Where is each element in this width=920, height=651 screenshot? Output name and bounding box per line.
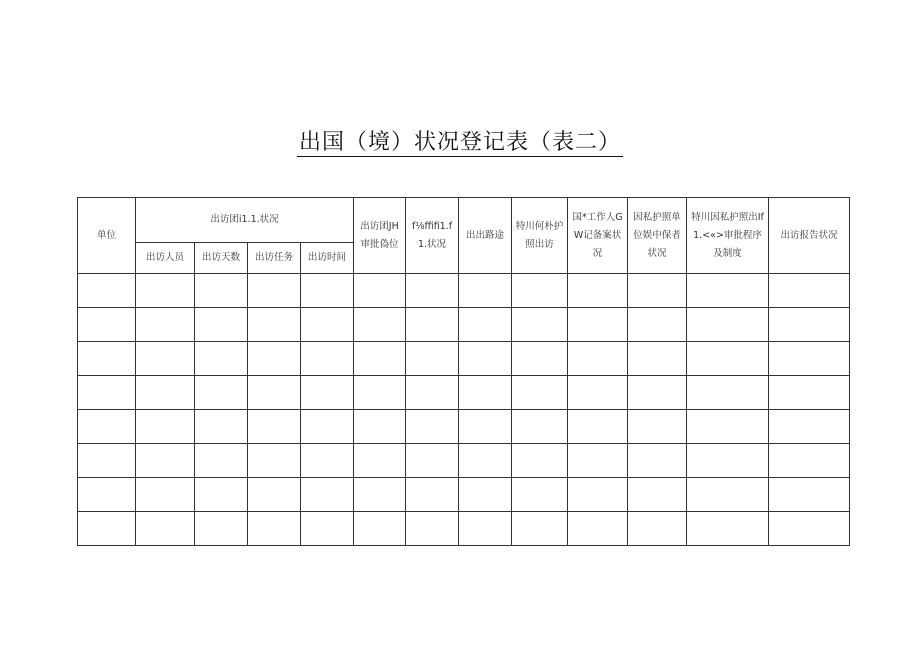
table-cell [568,376,628,410]
table-cell [406,444,459,478]
table-cell [628,410,687,444]
table-cell [687,376,769,410]
table-cell [459,410,512,444]
table-cell [195,274,248,308]
table-cell [512,444,568,478]
header-passport-use: 特川何朴护照出访 [512,198,568,274]
table-cell [136,478,195,512]
header-approval-procedure: 特川因私护照出If1.<«>审批程序及制度 [687,198,769,274]
table-cell [301,342,354,376]
table-cell [354,376,406,410]
table-row [78,376,850,410]
table-cell [512,512,568,546]
table-cell [406,410,459,444]
table-cell [628,512,687,546]
header-private-passport-custody: 因私护照单位娱中保者状况 [628,198,687,274]
header-row [78,198,850,243]
table-row [78,308,850,342]
table-row [78,512,850,546]
table-cell [687,444,769,478]
header-funding-status: f⅛ffifi1.f1.状况 [406,198,459,274]
table-cell [248,342,301,376]
table-row [78,410,850,444]
table-cell [459,478,512,512]
table-cell [628,376,687,410]
header-visit-report: 出访报告状况 [769,198,850,274]
table-cell [459,444,512,478]
table-cell [136,410,195,444]
table-cell [769,342,850,376]
table-cell [301,376,354,410]
table-cell [459,274,512,308]
table-cell [78,478,136,512]
table-cell [195,308,248,342]
table-cell [78,512,136,546]
table-cell [136,444,195,478]
table-cell [301,308,354,342]
table-cell [136,342,195,376]
table-row [78,478,850,512]
table-cell [301,410,354,444]
table-cell [78,376,136,410]
table-cell [354,512,406,546]
table-cell [769,478,850,512]
table-cell [512,478,568,512]
table-cell [78,342,136,376]
table-cell [136,512,195,546]
table-cell [354,342,406,376]
subheader-time: 出访时间 [301,243,354,274]
table-cell [248,308,301,342]
table-cell [195,342,248,376]
table-cell [687,308,769,342]
subheader-task: 出访任务 [248,243,301,274]
table-cell [687,512,769,546]
table-cell [568,410,628,444]
table-cell [769,376,850,410]
table-cell [628,308,687,342]
table-cell [406,478,459,512]
table-cell [136,274,195,308]
table-cell [195,478,248,512]
table-cell [628,274,687,308]
table-cell [769,308,850,342]
table-cell [195,444,248,478]
table-cell [301,274,354,308]
page-title-text: 出国（境）状况登记表（表二） [298,130,621,155]
table-cell [248,444,301,478]
table-cell [687,342,769,376]
table-cell [687,478,769,512]
table-cell [769,410,850,444]
table-cell [354,274,406,308]
table-cell [78,410,136,444]
table-cell [248,512,301,546]
table-cell [459,342,512,376]
table-cell [301,444,354,478]
table-cell [459,512,512,546]
table-cell [301,512,354,546]
table-row [78,342,850,376]
table-cell [628,342,687,376]
table-cell [568,342,628,376]
table-cell [769,444,850,478]
table-cell [248,274,301,308]
table-cell [78,274,136,308]
table-cell [512,308,568,342]
table-row [78,444,850,478]
table-cell [406,308,459,342]
table-cell [406,376,459,410]
table-cell [406,512,459,546]
table-cell [248,376,301,410]
table-cell [512,342,568,376]
table-cell [301,478,354,512]
table-cell [459,308,512,342]
table-cell [628,478,687,512]
table-cell [459,376,512,410]
table-cell [568,274,628,308]
table-cell [769,512,850,546]
table-cell [406,342,459,376]
table-cell [248,478,301,512]
table-cell [354,308,406,342]
table-cell [687,274,769,308]
table-cell [195,376,248,410]
table-cell [354,478,406,512]
table-cell [136,376,195,410]
table-cell [568,444,628,478]
table-cell [568,308,628,342]
subheader-days: 出访天数 [195,243,248,274]
table-cell [354,444,406,478]
header-approval-unit: 出访团JH审批偽位 [354,198,406,274]
table-cell [512,274,568,308]
table-cell [512,410,568,444]
table-cell [195,512,248,546]
header-route: 出出路途 [459,198,512,274]
table-cell [512,376,568,410]
table-cell [136,308,195,342]
table-row [78,274,850,308]
table-body [78,198,850,546]
table-cell [354,410,406,444]
table-cell [687,410,769,444]
header-delegation-status: 出访团i1.1.状况 [136,198,354,243]
table-cell [78,444,136,478]
registration-table [77,197,850,546]
table-cell [406,274,459,308]
table-cell [568,512,628,546]
table-cell [78,308,136,342]
header-staff-filing: 国*工作人GW记备案状况 [568,198,628,274]
table-cell [769,274,850,308]
table-cell [248,410,301,444]
table-cell [628,444,687,478]
table-cell [568,478,628,512]
header-unit: 单位 [78,198,136,274]
table-cell [195,410,248,444]
page-title [0,126,920,160]
subheader-visitors: 出访人员 [136,243,195,274]
